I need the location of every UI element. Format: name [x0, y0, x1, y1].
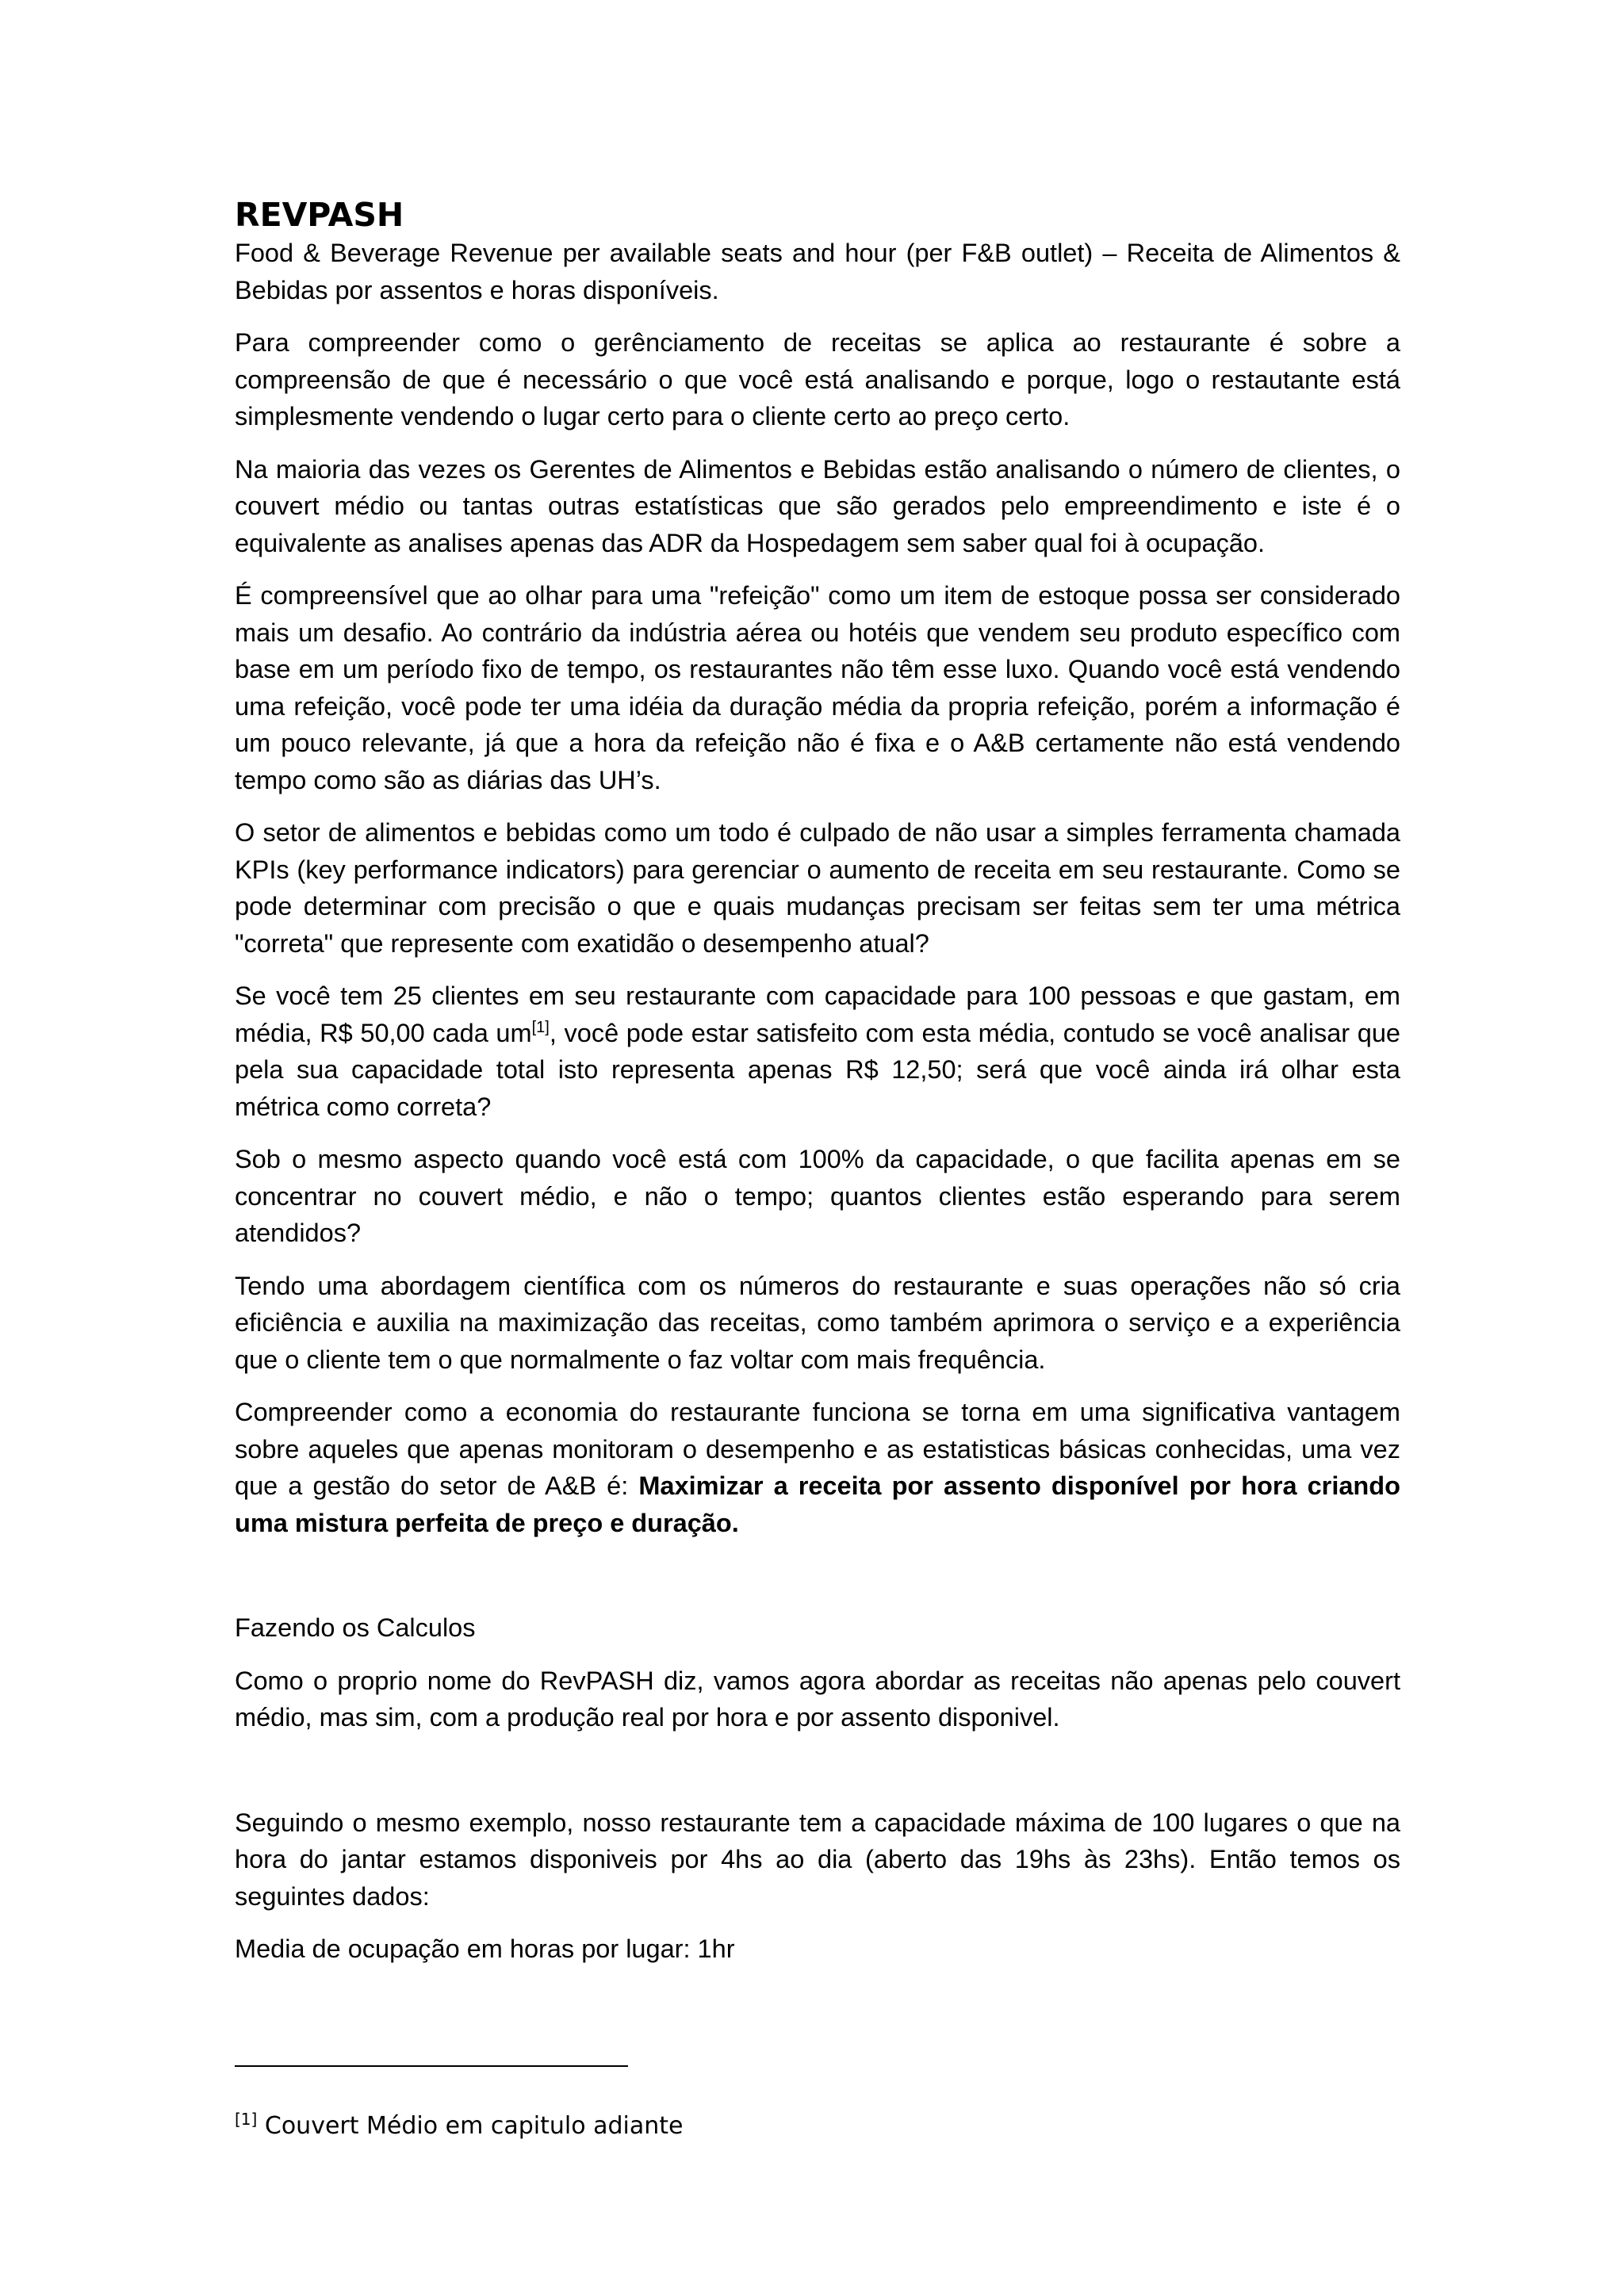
- document-title: REVPASH: [235, 196, 404, 234]
- footnote-mark: [1]: [235, 2110, 258, 2129]
- paragraph-2: Na maioria das vezes os Gerentes de Alimentos e Bebidas estão analisando o número de clientes, o couvert médio ou tantas outras estatísticas que são gerados pelo empreendimento e iste é o equivalente as analises apenas das ADR da Hospedagem sem saber qual foi à ocupação.: [235, 454, 1400, 557]
- paragraph-10: Seguindo o mesmo exemplo, nosso restaurante tem a capacidade máxima de 100 lugares o que na hora do jantar estamos disponiveis por 4hs ao dia (aberto das 19hs às 23hs). Então temos os seguintes dados:: [235, 1808, 1400, 1911]
- paragraph-6: Sob o mesmo aspecto quando você está com 100% da capacidade, o que facilita apenas em se concentrar no couvert médio, e não o tempo; quantos clientes estão esperando para serem atendidos?: [235, 1145, 1400, 1247]
- paragraph-4: O setor de alimentos e bebidas como um todo é culpado de não usar a simples ferramenta chamada KPIs (key performance indicators) para gerenciar o aumento de receita em seu restaurante. Como se pode determinar com precisão o que e quais mudanças precisam ser feitas sem ter uma métrica "correta" que represente com exatidão o desempenho atual?: [235, 818, 1400, 958]
- paragraph-1: Para compreender como o gerênciamento de receitas se aplica ao restaurante é sobre a compreensão de que é necessário o que você está analisando e porque, logo o restautante está simplesmente vendendo o lugar certo para o cliente certo ao preço certo.: [235, 328, 1400, 430]
- footnote-separator: [235, 2065, 628, 2067]
- footnote-reference[interactable]: [1]: [531, 1018, 550, 1036]
- paragraph-8: [235, 1394, 1400, 1541]
- paragraph-9: Como o proprio nome do RevPASH diz, vamos agora abordar as receitas não apenas pelo couvert médio, mas sim, com a produção real por hora e por assento disponivel.: [235, 1666, 1400, 1732]
- paragraph-11: Media de ocupação em horas por lugar: 1hr: [235, 1934, 735, 1963]
- footnote: [235, 2110, 684, 2142]
- paragraph-7: Tendo uma abordagem científica com os números do restaurante e suas operações não só cria eficiência e auxilia na maximização das receitas, como também aprimora o serviço e a experiência que o cliente tem o que normalmente o faz voltar com mais frequência.: [235, 1271, 1400, 1374]
- paragraph-8-emphasis: Maximizar a receita por assento disponível por hora criando uma mistura perfeita de preço e duração.: [235, 1471, 1400, 1537]
- blank-space: [235, 1752, 1400, 1804]
- paragraph-8-text: Compreender como a economia do restaurante funciona se torna em uma significativa vantagem sobre aqueles que apenas monitoram o desempenho e as estatisticas básicas conhecidas, uma vez que a gestão do setor de A&B é:: [235, 1398, 1400, 1500]
- paragraph-5-text-b: , você pode estar satisfeito com esta média, contudo se você analisar que pela sua capacidade total isto representa apenas R$ 12,50; será que você ainda irá olhar esta métrica como correta?: [235, 1018, 1400, 1121]
- section-heading: Fazendo os Calculos: [235, 1613, 476, 1642]
- footnote-text: Couvert Médio em capitulo adiante: [257, 2112, 684, 2140]
- paragraph-5-text-a: Se você tem 25 clientes em seu restaurante com capacidade para 100 pessoas e que gastam, em média, R$ 50,00 cada um: [235, 982, 1400, 1047]
- document-body: [235, 195, 1400, 1968]
- document-subtitle: Food & Beverage Revenue per available seats and hour (per F&B outlet) – Receita de Alimentos & Bebidas por assentos e horas disponíveis.: [235, 239, 1400, 304]
- paragraph-5: [235, 978, 1400, 1125]
- blank-space: [235, 1557, 1400, 1609]
- paragraph-3: É compreensível que ao olhar para uma "refeição" como um item de estoque possa ser considerado mais um desafio. Ao contrário da indústria aérea ou hotéis que vendem seu produto específico com base em um período fixo de tempo, os restaurantes não têm esse luxo. Quando você está vendendo uma refeição, você pode ter uma idéia da duração média da propria refeição, porém a informação é um pouco relevante, já que a hora da refeição não é fixa e o A&B certamente não está vendendo tempo como são as diárias das UH’s.: [235, 581, 1400, 794]
